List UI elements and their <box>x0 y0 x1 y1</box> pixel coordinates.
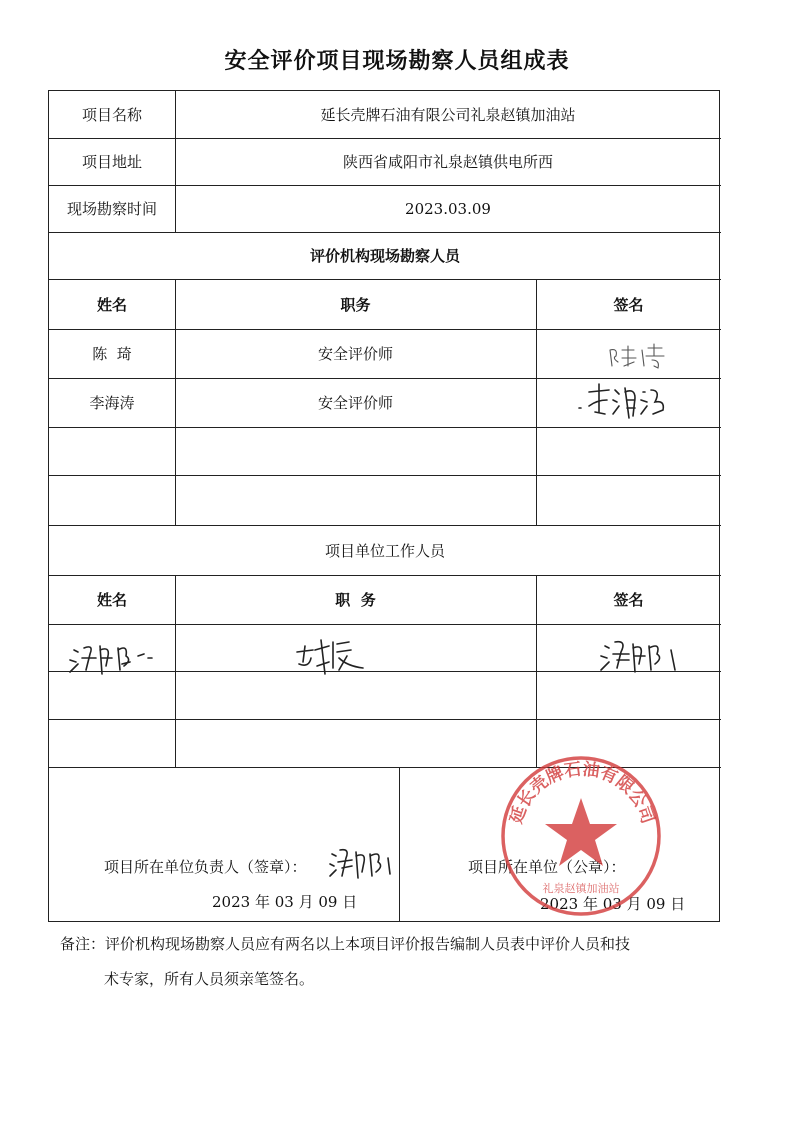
project-address-value: 陕西省咸阳市礼泉赵镇供电所西 <box>342 153 553 171</box>
staff-col-signature: 签名 <box>613 591 644 609</box>
seal-subtext: 礼泉赵镇加油站 <box>542 882 620 895</box>
evaluator-signature-li <box>575 378 675 428</box>
evaluator-role: 安全评价师 <box>317 345 393 363</box>
project-name-label: 项目名称 <box>81 106 142 124</box>
seal-text: 延长壳牌石油有限公司 <box>506 759 658 827</box>
staff-signature-role <box>285 628 375 680</box>
staff-section-title: 项目单位工作人员 <box>324 541 445 560</box>
document-title: 安全评价项目现场勘察人员组成表 <box>224 49 570 74</box>
official-seal <box>497 752 665 920</box>
unit-date: 2023 年 03 月 09 日 <box>540 895 686 913</box>
evaluators-col-signature: 签名 <box>613 295 644 314</box>
staff-signature-name <box>62 630 172 680</box>
staff-signature-sign <box>595 630 695 680</box>
leader-date: 2023 年 03 月 09 日 <box>212 893 358 911</box>
evaluators-section-title: 评价机构现场勘察人员 <box>309 247 460 265</box>
staff-col-name: 姓名 <box>96 591 127 609</box>
remark-line-1: 备注：评价机构现场勘察人员应有两名以上本项目评价报告编制人员表中评价人员和技 <box>60 935 631 953</box>
survey-date-value: 2023.03.09 <box>405 199 491 218</box>
leader-signature <box>326 840 396 890</box>
evaluators-col-name: 姓名 <box>96 295 127 314</box>
staff-col-role: 职 务 <box>335 591 376 609</box>
remark-line-2: 术专家，所有人员须亲笔签名。 <box>104 970 315 988</box>
leader-signature-label: 项目所在单位负责人（签章）： <box>104 858 307 876</box>
evaluator-name: 李海涛 <box>89 394 135 412</box>
evaluators-col-role: 职务 <box>340 295 371 314</box>
project-address-label: 项目地址 <box>81 153 142 171</box>
evaluator-name: 陈 琦 <box>92 345 132 363</box>
unit-seal-label: 项目所在单位（公章）： <box>468 858 626 876</box>
evaluator-signature-chen <box>600 336 670 376</box>
evaluator-role: 安全评价师 <box>317 394 393 412</box>
project-name-value: 延长壳牌石油有限公司礼泉赵镇加油站 <box>320 106 576 124</box>
survey-date-label: 现场勘察时间 <box>66 200 157 218</box>
